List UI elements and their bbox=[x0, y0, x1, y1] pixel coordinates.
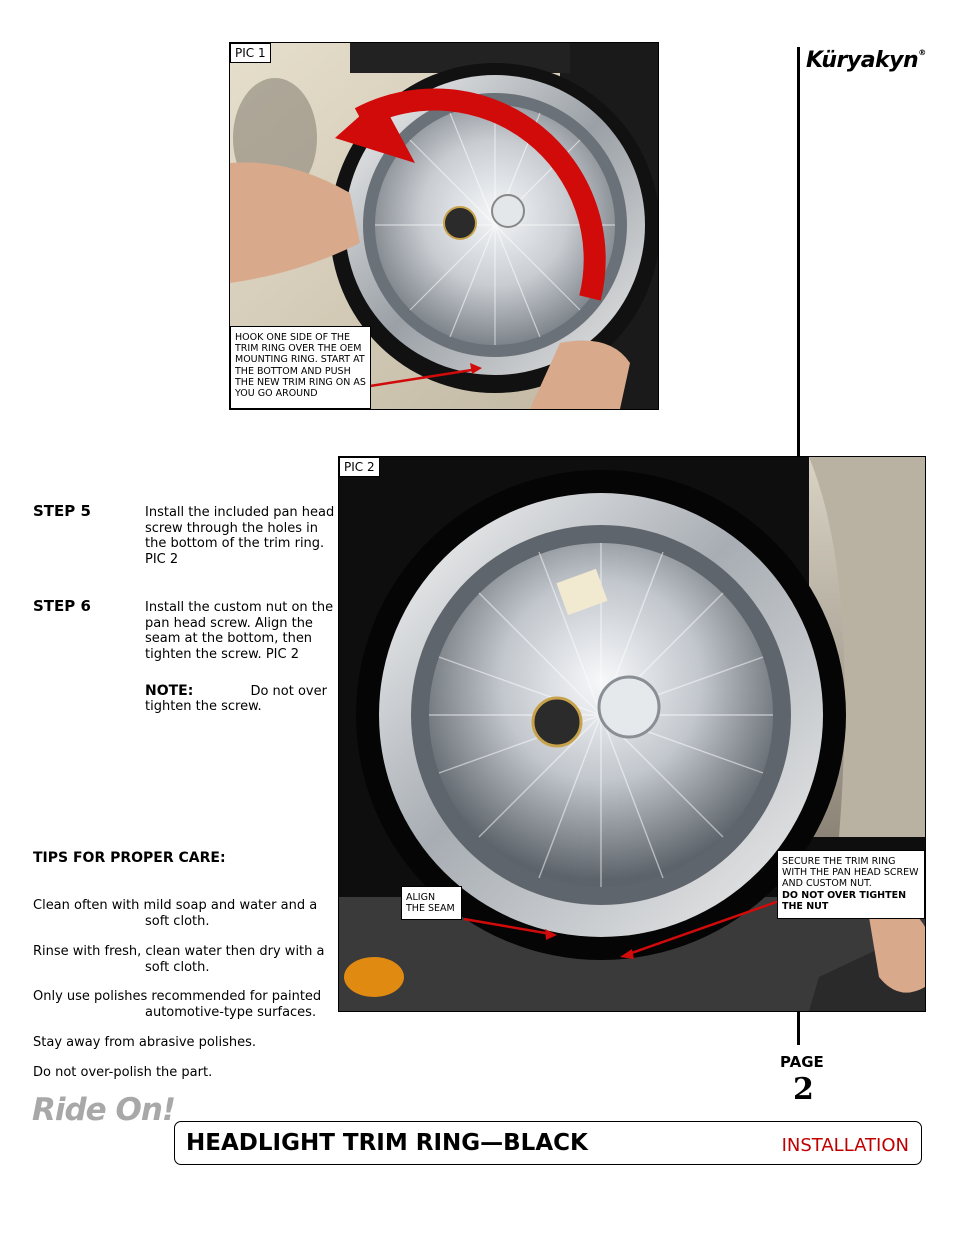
section-label: INSTALLATION bbox=[781, 1135, 909, 1156]
brand-logo: Küryakyn® bbox=[806, 48, 926, 73]
page-number: 2 bbox=[793, 1072, 814, 1107]
tip-item-line1: Only use polishes recommended for painted bbox=[33, 989, 322, 1004]
tip-item-line2: soft cloth. bbox=[145, 913, 210, 929]
slogan: Ride On! bbox=[32, 1092, 176, 1128]
pic2-headlight-illustration bbox=[339, 457, 925, 1011]
step6-text: Install the custom nut on the pan head screw. Align the seam at the bottom, then tighten the screw. PIC 2 bbox=[145, 600, 334, 662]
tip-item bbox=[33, 989, 333, 1020]
note-label: NOTE: bbox=[145, 683, 194, 699]
pic2-callout-screw bbox=[777, 850, 925, 919]
brand-logo-text: Küryakyn bbox=[806, 48, 919, 73]
pic1-label: PIC 1 bbox=[230, 43, 271, 63]
pic2-callout-seam: ALIGN THE SEAM bbox=[401, 886, 462, 920]
tip-item-line1: Stay away from abrasive polishes. bbox=[33, 1035, 256, 1050]
footer-title-box bbox=[174, 1121, 922, 1165]
tip-item-line1: Clean often with mild soap and water and a bbox=[33, 898, 318, 913]
pic2-photo bbox=[338, 456, 926, 1012]
step5-title: STEP 5 bbox=[33, 502, 91, 520]
tip-item-line1: Rinse with fresh, clean water then dry with a bbox=[33, 944, 325, 959]
pic1-photo bbox=[229, 42, 659, 410]
step6-title: STEP 6 bbox=[33, 597, 91, 615]
vertical-divider-bottom bbox=[797, 1011, 800, 1045]
tip-item bbox=[33, 898, 333, 929]
vertical-divider-top bbox=[797, 47, 800, 457]
tip-item-line1: Do not over-polish the part. bbox=[33, 1065, 213, 1080]
tip-item-line2: soft cloth. bbox=[145, 959, 210, 975]
pic2-label: PIC 2 bbox=[339, 457, 380, 477]
tip-item bbox=[33, 944, 333, 975]
note-text-2: tighten the screw. bbox=[145, 699, 262, 714]
note-block bbox=[145, 680, 345, 714]
pic2-callout-screw-warning: DO NOT OVER TIGHTEN THE NUT bbox=[782, 889, 907, 912]
product-title: HEADLIGHT TRIM RING—BLACK bbox=[186, 1130, 588, 1156]
note-text-1: Do not over bbox=[250, 684, 327, 699]
pic2-callout-screw-text: SECURE THE TRIM RING WITH THE PAN HEAD SCREW AND CUSTOM NUT. bbox=[782, 856, 919, 890]
tip-item-line2: automotive-type surfaces. bbox=[145, 1004, 317, 1020]
pic1-callout: HOOK ONE SIDE OF THE TRIM RING OVER THE OEM MOUNTING RING. START AT THE BOTTOM AND PUSH THE NEW TRIM RING ON AS YOU GO AROUND bbox=[230, 326, 371, 409]
tip-item bbox=[33, 1035, 333, 1051]
step5-text: Install the included pan head screw through the holes in the bottom of the trim ring. PIC 2 bbox=[145, 505, 335, 567]
page-label: PAGE bbox=[780, 1053, 824, 1071]
tips-title: TIPS FOR PROPER CARE: bbox=[33, 850, 226, 866]
tip-item bbox=[33, 1065, 333, 1081]
